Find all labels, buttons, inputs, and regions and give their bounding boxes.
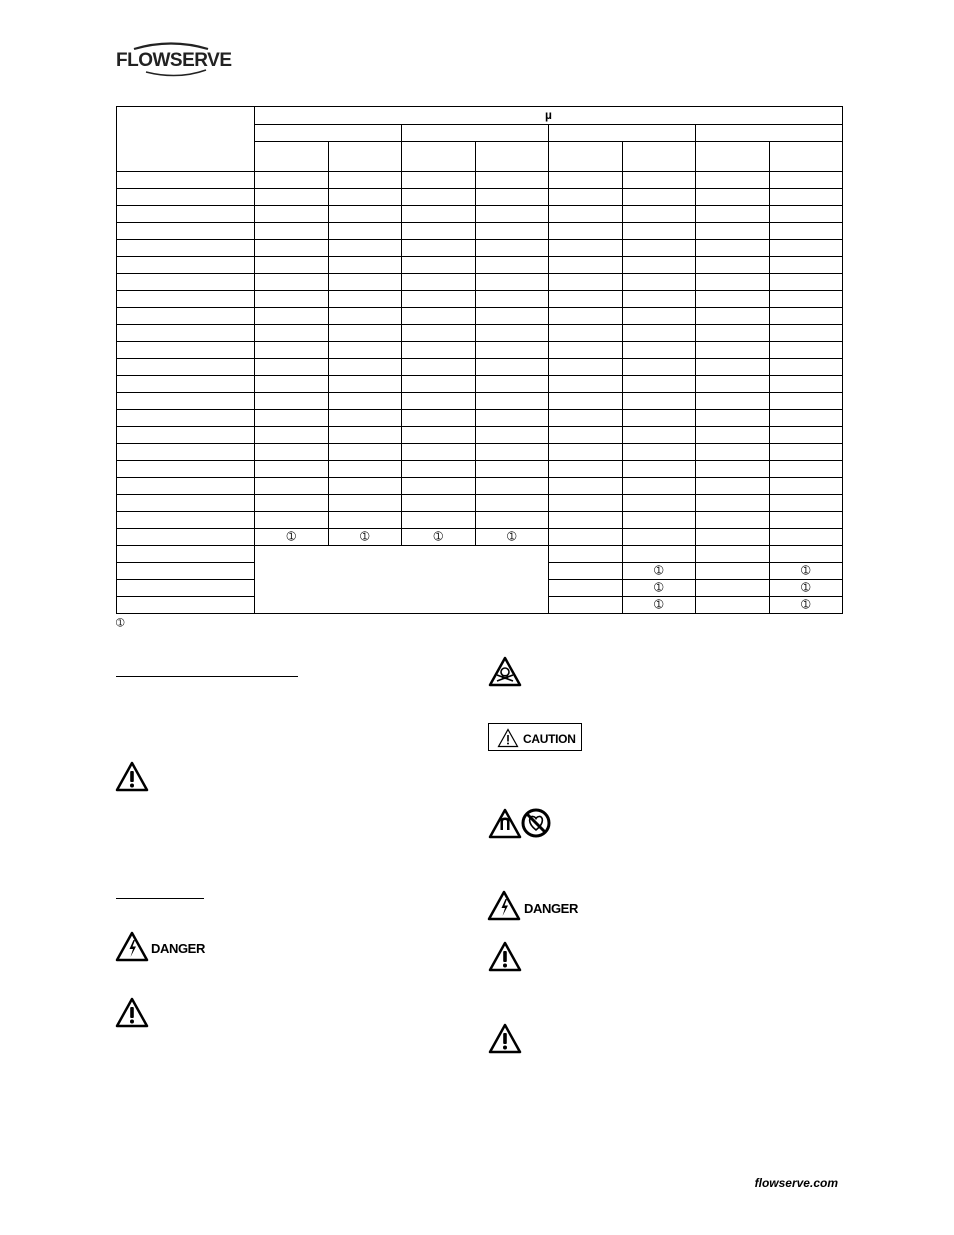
table-cell (769, 512, 843, 529)
table-row-label (117, 546, 255, 563)
table-cell (622, 393, 696, 410)
table-cell (622, 546, 696, 563)
warning-triangle-icon (488, 1023, 522, 1054)
table-cell (696, 342, 770, 359)
table-row (117, 444, 843, 461)
table-row (117, 410, 843, 427)
table-cell (255, 461, 329, 478)
table-cell (622, 274, 696, 291)
table-cell (328, 257, 402, 274)
table-cell (769, 274, 843, 291)
table-cell (696, 444, 770, 461)
table-row (117, 223, 843, 240)
toxic-hazard-icon (488, 656, 522, 687)
table-cell (328, 512, 402, 529)
table-cell (328, 461, 402, 478)
table-cell (549, 308, 623, 325)
table-cell (549, 325, 623, 342)
no-pacemaker-icon (521, 808, 551, 838)
mu-symbol: µ (545, 108, 552, 122)
table-cell (696, 240, 770, 257)
table-sub-header (549, 142, 623, 172)
warning-triangle-icon (115, 761, 149, 792)
table-cell (549, 563, 623, 580)
table-cell (769, 444, 843, 461)
table-footnote (116, 618, 124, 629)
table-cell (696, 478, 770, 495)
table-cell (549, 274, 623, 291)
table-cell (696, 359, 770, 376)
table-cell (622, 495, 696, 512)
table-row (117, 427, 843, 444)
table-cell (475, 410, 549, 427)
table-cell (402, 274, 476, 291)
table-cell (549, 172, 623, 189)
table-cell (255, 308, 329, 325)
table-row (117, 376, 843, 393)
table-cell (622, 342, 696, 359)
table-cell (622, 444, 696, 461)
table-cell (769, 580, 843, 597)
table-cell (769, 206, 843, 223)
footer-website: flowserve.com (754, 1176, 838, 1190)
table-cell (696, 308, 770, 325)
table-cell (549, 478, 623, 495)
table-cell (622, 223, 696, 240)
table-row-label (117, 444, 255, 461)
warning-triangle-icon (115, 997, 149, 1028)
table-cell (402, 240, 476, 257)
table-cell (696, 206, 770, 223)
table-row (117, 325, 843, 342)
table-cell (402, 427, 476, 444)
table-cell (549, 376, 623, 393)
table-row-label (117, 478, 255, 495)
table-cell (255, 206, 329, 223)
table-cell (622, 291, 696, 308)
table-cell (328, 410, 402, 427)
table-cell (622, 410, 696, 427)
table-cell (549, 291, 623, 308)
table-cell (622, 308, 696, 325)
table-cell (549, 546, 623, 563)
table-row-label (117, 529, 255, 546)
table-cell (475, 427, 549, 444)
table-sub-header (402, 142, 476, 172)
table-cell (402, 444, 476, 461)
table-cell (622, 512, 696, 529)
table-header-cell (255, 107, 843, 125)
table-cell (769, 478, 843, 495)
electrical-hazard-icon (115, 931, 149, 962)
table-merged-cell (255, 546, 549, 614)
table-cell (549, 359, 623, 376)
caution-label: CAUTION (523, 732, 576, 746)
danger-label-left: DANGER (151, 941, 205, 956)
table-cell (696, 274, 770, 291)
table-cell (475, 529, 549, 546)
table-cell (622, 172, 696, 189)
table-cell (255, 393, 329, 410)
table-cell (328, 291, 402, 308)
table-cell (328, 325, 402, 342)
table-cell (549, 223, 623, 240)
table-cell (696, 223, 770, 240)
table-cell (549, 240, 623, 257)
table-row (117, 529, 843, 546)
footnote-symbol: ➀ (116, 618, 125, 629)
table-group-header (549, 125, 696, 142)
table-row-label (117, 393, 255, 410)
table-row (117, 359, 843, 376)
table-cell (549, 444, 623, 461)
table-cell (475, 512, 549, 529)
table-cell (255, 257, 329, 274)
table-cell (475, 342, 549, 359)
table-cell (696, 257, 770, 274)
table-row-label (117, 580, 255, 597)
table-cell (769, 172, 843, 189)
circled-one-symbol: ➀ (286, 531, 296, 543)
table-cell (402, 291, 476, 308)
table-cell (475, 189, 549, 206)
table-cell (255, 172, 329, 189)
table-group-header (255, 125, 402, 142)
table-cell (622, 376, 696, 393)
table-cell (549, 427, 623, 444)
table-sub-header (622, 142, 696, 172)
table-cell (475, 257, 549, 274)
table-row-label (117, 427, 255, 444)
table-corner-cell (117, 107, 255, 172)
table-cell (549, 257, 623, 274)
table-sub-header (769, 142, 843, 172)
table-cell (769, 308, 843, 325)
table-cell (402, 189, 476, 206)
table-cell (402, 325, 476, 342)
table-row (117, 546, 843, 563)
table-row-label (117, 410, 255, 427)
table-row (117, 257, 843, 274)
table-cell (696, 325, 770, 342)
table-cell (328, 342, 402, 359)
table-cell (696, 495, 770, 512)
table-cell (622, 580, 696, 597)
table-row-label (117, 512, 255, 529)
table-group-header (696, 125, 843, 142)
table-row (117, 393, 843, 410)
table-cell (328, 393, 402, 410)
table-cell (475, 206, 549, 223)
table-row-label (117, 597, 255, 614)
table-row-label (117, 325, 255, 342)
table-cell (255, 342, 329, 359)
table-cell (769, 563, 843, 580)
table-cell (328, 206, 402, 223)
table-cell (696, 461, 770, 478)
table-cell (622, 427, 696, 444)
table-row-label (117, 342, 255, 359)
table-cell (696, 597, 770, 614)
table-cell (769, 461, 843, 478)
table-cell (549, 597, 623, 614)
table-cell (255, 427, 329, 444)
circled-one-symbol: ➀ (801, 599, 811, 611)
table-cell (328, 172, 402, 189)
caution-triangle-icon (497, 728, 519, 748)
table-cell (402, 393, 476, 410)
table-cell (622, 461, 696, 478)
warning-triangle-icon (488, 941, 522, 972)
table-cell (475, 172, 549, 189)
table-row-label (117, 189, 255, 206)
table-cell (549, 342, 623, 359)
table-cell (696, 529, 770, 546)
table-row-label (117, 563, 255, 580)
table-cell (549, 580, 623, 597)
circled-one-symbol: ➀ (654, 565, 664, 577)
logo-text: FLOWSERVE (116, 50, 232, 71)
table-cell (549, 512, 623, 529)
subsection-heading-underline (116, 898, 204, 899)
table-sub-header (475, 142, 549, 172)
table-cell (696, 172, 770, 189)
table-cell (255, 495, 329, 512)
table-row (117, 308, 843, 325)
table-cell (769, 495, 843, 512)
table-cell (328, 308, 402, 325)
table-row-label (117, 206, 255, 223)
table-cell (402, 172, 476, 189)
table-cell (255, 325, 329, 342)
table-cell (696, 410, 770, 427)
table-row-label (117, 308, 255, 325)
table-cell (402, 257, 476, 274)
table-cell (402, 410, 476, 427)
table-cell (402, 478, 476, 495)
table-cell (696, 291, 770, 308)
table-cell (696, 580, 770, 597)
table-row-label (117, 223, 255, 240)
table-cell (255, 359, 329, 376)
table-cell (769, 325, 843, 342)
table-cell (255, 291, 329, 308)
table-cell (549, 410, 623, 427)
table-row-label (117, 359, 255, 376)
table-cell (328, 223, 402, 240)
table-row-label (117, 495, 255, 512)
table-cell (549, 461, 623, 478)
table-cell (696, 546, 770, 563)
table-cell (769, 291, 843, 308)
table-cell (475, 274, 549, 291)
table-cell (328, 274, 402, 291)
table-row-label (117, 291, 255, 308)
table-cell (622, 478, 696, 495)
table-cell (475, 478, 549, 495)
table-cell (769, 529, 843, 546)
table-cell (475, 325, 549, 342)
table-cell (622, 563, 696, 580)
table-cell (622, 240, 696, 257)
table-cell (475, 376, 549, 393)
table-cell (328, 376, 402, 393)
table-cell (402, 495, 476, 512)
table-cell (769, 427, 843, 444)
table-cell (255, 478, 329, 495)
table-cell (475, 461, 549, 478)
flowserve-logo (116, 40, 232, 80)
table-row (117, 291, 843, 308)
table-row (117, 478, 843, 495)
table-cell (255, 376, 329, 393)
table-cell (475, 393, 549, 410)
section-heading-underline (116, 676, 298, 677)
table-cell (696, 393, 770, 410)
table-cell (328, 478, 402, 495)
table-cell (549, 393, 623, 410)
table-cell (402, 529, 476, 546)
table-cell (696, 512, 770, 529)
table-cell (328, 359, 402, 376)
table-cell (328, 529, 402, 546)
table-row-label (117, 240, 255, 257)
table-row (117, 189, 843, 206)
table-cell (622, 359, 696, 376)
table-cell (255, 529, 329, 546)
table-cell (255, 274, 329, 291)
table-row-label (117, 257, 255, 274)
table-sub-header (255, 142, 329, 172)
table-cell (769, 359, 843, 376)
table-cell (696, 376, 770, 393)
table-cell (622, 597, 696, 614)
danger-label-right: DANGER (524, 901, 578, 916)
table-cell (696, 427, 770, 444)
table-cell (769, 240, 843, 257)
table-cell (328, 444, 402, 461)
circled-one-symbol: ➀ (507, 531, 517, 543)
table-row (117, 512, 843, 529)
table-cell (255, 410, 329, 427)
table-cell (402, 223, 476, 240)
table-cell (769, 376, 843, 393)
table-cell (475, 495, 549, 512)
circled-one-symbol: ➀ (654, 599, 664, 611)
table-row (117, 274, 843, 291)
table-row (117, 342, 843, 359)
table-row-label (117, 461, 255, 478)
table-cell (769, 189, 843, 206)
table-cell (769, 342, 843, 359)
table-cell (696, 563, 770, 580)
table-cell (622, 206, 696, 223)
table-cell (475, 223, 549, 240)
table-cell (328, 495, 402, 512)
data-table (116, 106, 843, 614)
table-cell (622, 325, 696, 342)
table-cell (475, 444, 549, 461)
table-cell (402, 308, 476, 325)
table-cell (475, 291, 549, 308)
table-cell (328, 427, 402, 444)
table-cell (769, 223, 843, 240)
table-cell (402, 359, 476, 376)
circled-one-symbol: ➀ (360, 531, 370, 543)
electrical-hazard-icon (487, 890, 521, 921)
table-row (117, 495, 843, 512)
table-sub-header (696, 142, 770, 172)
table-cell (622, 189, 696, 206)
table-cell (255, 240, 329, 257)
table-cell (475, 240, 549, 257)
table-row-label (117, 172, 255, 189)
circled-one-symbol: ➀ (801, 582, 811, 594)
table-cell (549, 495, 623, 512)
table-cell (402, 512, 476, 529)
table-cell (769, 546, 843, 563)
table-cell (769, 410, 843, 427)
table-cell (475, 359, 549, 376)
table-row-label (117, 274, 255, 291)
circled-one-symbol: ➀ (654, 582, 664, 594)
table-row (117, 206, 843, 223)
table-row (117, 240, 843, 257)
table-cell (769, 257, 843, 274)
table-cell (549, 206, 623, 223)
circled-one-symbol: ➀ (801, 565, 811, 577)
table-cell (622, 257, 696, 274)
table-cell (769, 393, 843, 410)
table-cell (402, 376, 476, 393)
table-row (117, 461, 843, 478)
table-row (117, 172, 843, 189)
table-cell (549, 529, 623, 546)
caution-badge (488, 723, 582, 751)
table-sub-header (328, 142, 402, 172)
table-cell (402, 461, 476, 478)
table-cell (328, 189, 402, 206)
table-row-label (117, 376, 255, 393)
table-cell (696, 189, 770, 206)
table-cell (402, 206, 476, 223)
table-cell (549, 189, 623, 206)
table-cell (255, 444, 329, 461)
table-group-header (402, 125, 549, 142)
magnetic-hazard-icon (488, 808, 522, 839)
table-cell (475, 308, 549, 325)
table-cell (255, 512, 329, 529)
table-cell (328, 240, 402, 257)
table-cell (255, 189, 329, 206)
circled-one-symbol: ➀ (433, 531, 443, 543)
table-cell (622, 529, 696, 546)
table-cell (769, 597, 843, 614)
table-cell (255, 223, 329, 240)
table-cell (402, 342, 476, 359)
